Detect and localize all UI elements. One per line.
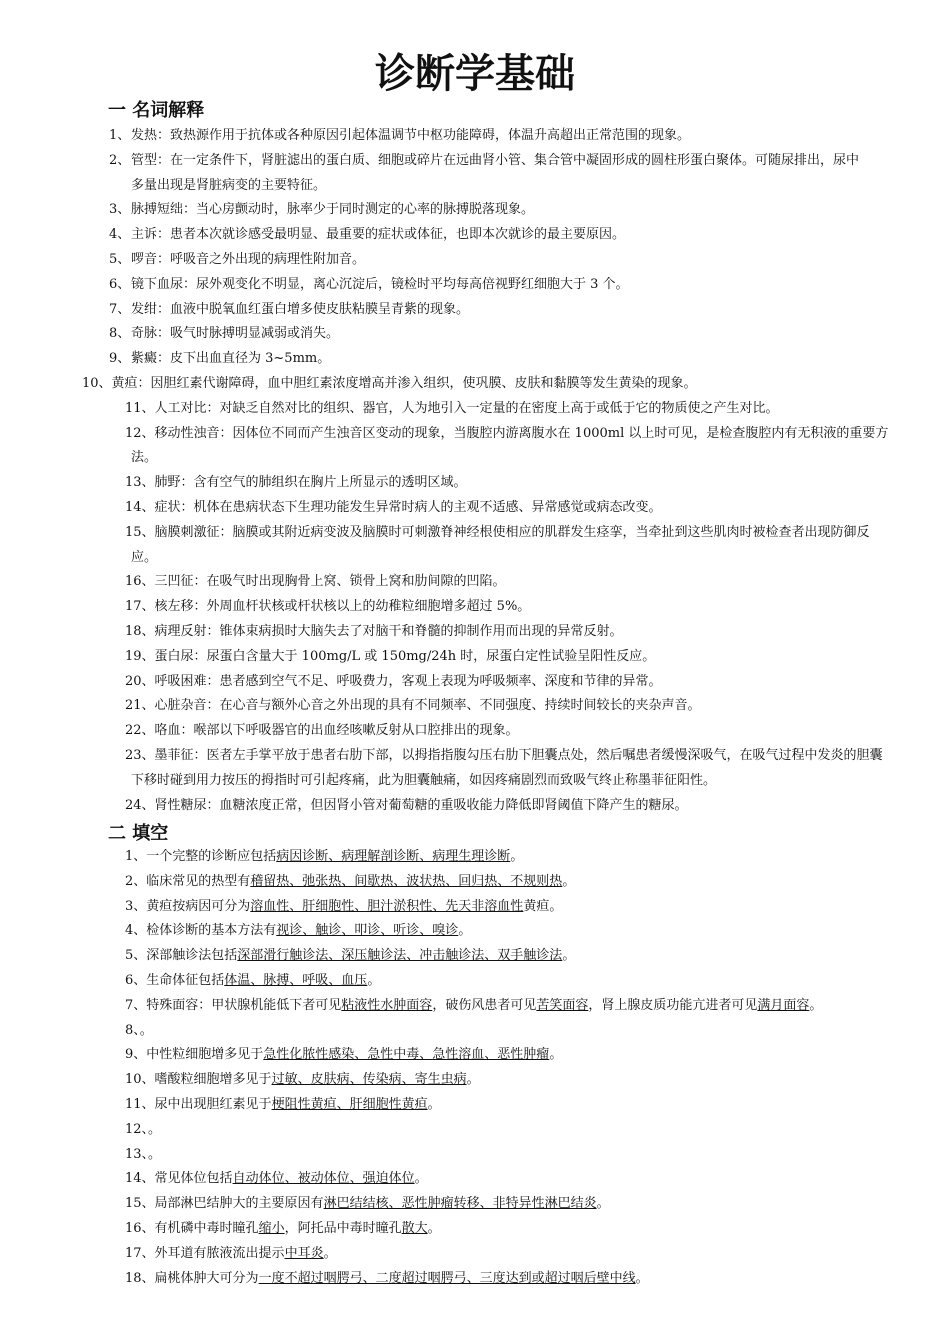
definition-item [0, 595, 950, 620]
item-number: 6、 [109, 276, 131, 292]
question-text: ，破伤风患者可见 [432, 997, 537, 1013]
answer-underlined: 缩小 [258, 1220, 285, 1236]
definition-term-text: 病理反射：锥体束病损时大脑失去了对脑干和脊髓的抑制作用而出现的异常反射。 [154, 623, 623, 639]
definition-item [0, 273, 950, 298]
section-heading-fill-in: 二 填空 [108, 823, 169, 844]
fill-in-text [0, 1093, 906, 1118]
item-number: 1、 [125, 849, 147, 864]
definition-text: 主诉：患者本次就诊感受最明显、最重要的症状或体征，也即本次就诊的最主要原因。 [131, 227, 626, 243]
item-number: 19、 [125, 648, 155, 664]
item-number: 15、 [125, 1196, 155, 1212]
definition-item [0, 496, 950, 521]
fill-in-item [0, 1068, 950, 1093]
question-text: 。 [367, 972, 381, 988]
definition-term-text: 心脏杂音：在心音与额外心音之外出现的具有不同频率、不同强度、持续时间较长的夹杂声音。 [154, 698, 701, 714]
answer-underlined: 自动体位、被动体位、强迫体位 [232, 1171, 415, 1187]
item-number: 4、 [109, 227, 131, 243]
definition-text [0, 397, 906, 422]
definition-item [0, 620, 950, 645]
definition-text [0, 570, 906, 595]
definition-term-text: 肺野：含有空气的肺组织在胸片上所显示的透明区域。 [154, 475, 467, 491]
item-number: 18、 [125, 623, 155, 639]
fill-in-text [0, 1019, 906, 1044]
item-number: 3、 [109, 202, 131, 218]
fill-in-text [0, 870, 906, 895]
item-number: 23、 [125, 747, 155, 763]
definition-item [0, 372, 950, 397]
definition-item [0, 124, 950, 149]
page-title: 诊断学基础 [375, 51, 575, 97]
definition-term-text: 墨菲征：医者左手掌平放于患者右肋下部，以拇指指腹勾压右肋下胆囊点处，然后嘱患者缓慢深吸气，在吸气过程中发炎的胆囊 [154, 747, 883, 763]
question-text: 外耳道有脓液流出提示 [154, 1245, 285, 1261]
fill-in-text [0, 895, 906, 920]
item-number: 16、 [125, 574, 155, 590]
item-number: 17、 [125, 1245, 155, 1261]
question-text: 。 [148, 1146, 162, 1162]
question-text: 黄疸按病因可分为 [146, 898, 251, 914]
answer-underlined: 急性化脓性感染、急性中毒、急性溶血、恶性肿瘤 [263, 1047, 550, 1063]
definition-text: 啰音：呼吸音之外出现的病理性附加音。 [131, 251, 366, 267]
answer-underlined: 梗阻性黄疸、肝细胞性黄疸 [271, 1096, 428, 1112]
item-number: 21、 [125, 698, 155, 714]
question-text: 尿中出现胆红素见于 [154, 1096, 272, 1112]
question-text: 。 [466, 1072, 480, 1088]
definition-text: 镜下血尿：尿外观变化不明显，离心沉淀后，镜检时平均每高倍视野红细胞大于 3 个。 [131, 276, 629, 292]
question-text: 特殊面容：甲状腺机能低下者可见 [146, 997, 342, 1013]
fill-in-item [0, 919, 950, 944]
question-text: 中性粒细胞增多见于 [146, 1047, 264, 1063]
definition-text [0, 694, 906, 719]
definition-term-text: 蛋白尿：尿蛋白含量大于 100mg/L 或 150mg/24h 时，尿蛋白定性试验呈阳性反应。 [154, 648, 656, 664]
definition-item [0, 471, 950, 496]
item-number: 7、 [125, 997, 147, 1013]
definition-item [0, 347, 950, 372]
definition-term-text: 脑膜刺激征：脑膜或其附近病变波及脑膜时可刺激脊神经根使相应的肌群发生痉挛，当牵扯到这些肌肉时被检查者出现防御反 [154, 524, 870, 540]
item-number: 15、 [125, 524, 155, 540]
fill-in-text [0, 1118, 906, 1143]
definition-list [0, 124, 950, 818]
item-number: 9、 [109, 351, 131, 367]
item-number: 10、 [125, 1072, 155, 1088]
definition-item [0, 645, 950, 670]
definition-item [0, 149, 950, 199]
item-number: 5、 [125, 948, 147, 964]
fill-in-text [0, 1242, 906, 1267]
definition-text [0, 670, 906, 695]
question-text: 。 [596, 1196, 610, 1212]
definition-item [0, 322, 950, 347]
definition-text [0, 794, 906, 819]
answer-underlined: 散大 [401, 1220, 428, 1236]
definition-item [0, 719, 950, 744]
fill-in-item [0, 1019, 950, 1044]
definition-text [0, 496, 906, 521]
question-text: 检体诊断的基本方法有 [146, 923, 277, 939]
question-text: 。 [427, 1096, 441, 1112]
question-text: 一个完整的诊断应包括 [146, 849, 277, 864]
definition-item [0, 198, 950, 223]
answer-underlined: 苦笑面容 [536, 997, 589, 1013]
item-number: 17、 [125, 599, 155, 615]
answer-underlined: 稽留热、弛张热、间歇热、波状热、回归热、不规则热 [250, 873, 563, 889]
definition-item [0, 223, 950, 248]
question-text: 局部淋巴结肿大的主要原因有 [154, 1196, 324, 1212]
answer-underlined: 过敏、皮肤病、传染病、寄生虫病 [271, 1072, 467, 1088]
definition-text [0, 521, 906, 546]
item-number: 10、 [82, 375, 112, 391]
question-text: 。 [323, 1245, 337, 1261]
definition-term-text: 呼吸困难：患者感到空气不足、呼吸费力，客观上表现为呼吸频率、深度和节律的异常。 [154, 673, 662, 689]
item-number: 11、 [125, 400, 155, 416]
question-text: 嗜酸粒细胞增多见于 [154, 1072, 272, 1088]
item-number: 24、 [125, 797, 155, 813]
fill-in-item [0, 895, 950, 920]
item-number: 6、 [125, 972, 147, 988]
fill-in-item [0, 1143, 950, 1168]
fill-in-text [0, 994, 906, 1019]
question-text: 扁桃体肿大可分为 [154, 1270, 259, 1286]
definition-text [0, 645, 906, 670]
fill-in-item [0, 969, 950, 994]
item-number: 11、 [125, 1096, 155, 1112]
answer-underlined: 满月面容 [757, 997, 810, 1013]
fill-in-item [0, 1118, 950, 1143]
question-text: ，肾上腺皮质功能亢进者可见 [588, 997, 758, 1013]
definition-text [0, 620, 906, 645]
definition-text [0, 471, 906, 496]
question-text: 。 [414, 1171, 428, 1187]
definition-continuation: 法。 [131, 450, 158, 466]
question-text: ，阿托品中毒时瞳孔 [284, 1220, 402, 1236]
fill-in-item [0, 1217, 950, 1242]
question-text: 。 [562, 948, 576, 964]
definition-item [0, 248, 950, 273]
section-heading-definitions: 一 名词解释 [108, 100, 205, 121]
question-text: 。 [635, 1270, 649, 1286]
definition-item [0, 744, 950, 794]
fill-in-text [0, 1043, 906, 1068]
fill-in-item [0, 1242, 950, 1267]
definition-term-text: 移动性浊音：因体位不同而产生浊音区变动的现象，当腹腔内游离腹水在 1000ml 以上时可见，是检查腹腔内有无积液的重要方 [154, 425, 889, 441]
definition-text [0, 744, 906, 769]
question-text: 有机磷中毒时瞳孔 [154, 1220, 259, 1236]
question-text: 常见体位包括 [154, 1171, 233, 1187]
definition-text: 紫癜：皮下出血直径为 3~5mm。 [131, 351, 331, 367]
fill-in-text [0, 1192, 906, 1217]
definition-term-text: 三凹征：在吸气时出现胸骨上窝、锁骨上窝和肋间隙的凹陷。 [154, 574, 506, 590]
item-number: 5、 [109, 251, 131, 267]
fill-in-text [0, 1217, 906, 1242]
item-number: 2、 [125, 873, 147, 889]
question-text: 生命体征包括 [146, 972, 225, 988]
definition-text: 奇脉：吸气时脉搏明显减弱或消失。 [131, 326, 340, 342]
question-text: 。 [139, 1022, 153, 1038]
definition-term-text: 症状：机体在患病状态下生理功能发生异常时病人的主观不适感、异常感觉或病态改变。 [154, 499, 662, 515]
fill-in-item [0, 1167, 950, 1192]
definition-item [0, 670, 950, 695]
answer-underlined: 淋巴结结核、恶性肿瘤转移、非特异性淋巴结炎 [323, 1196, 597, 1212]
fill-in-item [0, 1267, 950, 1292]
item-number: 7、 [109, 301, 131, 317]
definition-term-text: 核左移：外周血杆状核或杆状核以上的幼稚粒细胞增多超过 5%。 [154, 599, 531, 615]
definition-item [0, 521, 950, 571]
item-number: 9、 [125, 1047, 147, 1063]
item-number: 8、 [125, 1022, 140, 1038]
definition-item [0, 298, 950, 323]
question-text: 。 [427, 1220, 441, 1236]
definition-text [0, 595, 906, 620]
question-text: 。 [510, 849, 524, 864]
item-number: 4、 [125, 923, 147, 939]
question-text: 临床常见的热型有 [146, 873, 251, 889]
question-text: 。 [562, 873, 576, 889]
fill-in-text [0, 1143, 906, 1168]
fill-in-text [0, 1267, 906, 1292]
fill-in-list [0, 845, 950, 1291]
question-text: 。 [809, 997, 823, 1013]
item-number: 18、 [125, 1270, 155, 1286]
definition-text [0, 422, 906, 447]
answer-underlined: 中耳炎 [284, 1245, 324, 1261]
fill-in-text [0, 1068, 906, 1093]
item-number: 12、 [125, 425, 155, 441]
item-number: 13、 [125, 1146, 149, 1162]
definition-text: 发绀：血液中脱氧血红蛋白增多使皮肤粘膜呈青紫的现象。 [131, 301, 470, 317]
answer-underlined: 深部滑行触诊法、深压触诊法、冲击触诊法、双手触诊法 [237, 948, 563, 964]
answer-underlined: 病因诊断、病理解剖诊断、病理生理诊断 [276, 849, 511, 864]
answer-underlined: 体温、脉搏、呼吸、血压 [224, 972, 368, 988]
fill-in-item [0, 1192, 950, 1217]
definition-continuation: 下移时碰到用力按压的拇指时可引起疼痛，此为胆囊触痛，如因疼痛剧烈而致吸气终止称墨菲征阳性。 [131, 772, 717, 788]
item-number: 12、 [125, 1121, 149, 1137]
fill-in-text [0, 845, 906, 870]
answer-underlined: 粘液性水肿面容 [341, 997, 433, 1013]
item-number: 14、 [125, 499, 155, 515]
fill-in-text [0, 1167, 906, 1192]
fill-in-text [0, 944, 906, 969]
definition-continuation: 多量出现是肾脏病变的主要特征。 [131, 177, 327, 193]
definition-continuation: 应。 [131, 549, 158, 565]
item-number: 22、 [125, 723, 155, 739]
answer-underlined: 一度不超过咽腭弓、二度超过咽腭弓、三度达到或超过咽后壁中线 [258, 1270, 636, 1286]
fill-in-text [0, 919, 906, 944]
item-number: 1、 [109, 128, 131, 143]
definition-term-text: 人工对比：对缺乏自然对比的组织、器官，人为地引入一定量的在密度上高于或低于它的物质使之产生对比。 [154, 400, 779, 416]
fill-in-item [0, 845, 950, 870]
item-number: 13、 [125, 475, 155, 491]
definition-text: 管型：在一定条件下，肾脏滤出的蛋白质、细胞或碎片在远曲肾小管、集合管中凝固形成的圆柱形蛋白聚体。可随尿排出，尿中 [131, 152, 860, 168]
definition-term-text: 咯血：喉部以下呼吸器官的出血经咳嗽反射从口腔排出的现象。 [154, 723, 519, 739]
question-text: 。 [549, 1047, 563, 1063]
definition-item [0, 422, 950, 472]
item-number: 8、 [109, 326, 131, 342]
fill-in-item [0, 994, 950, 1019]
definition-text [0, 719, 906, 744]
item-number: 20、 [125, 673, 155, 689]
definition-text [0, 372, 906, 397]
definition-item [0, 570, 950, 595]
answer-underlined: 视诊、触诊、叩诊、听诊、嗅诊 [276, 923, 459, 939]
definition-item [0, 694, 950, 719]
fill-in-item [0, 870, 950, 895]
question-text: 黄疸。 [523, 898, 563, 914]
item-number: 3、 [125, 898, 147, 914]
item-number: 14、 [125, 1171, 155, 1187]
definition-item [0, 794, 950, 819]
definition-term-text: 肾性糖尿：血糖浓度正常，但因肾小管对葡萄糖的重吸收能力降低即肾阈值下降产生的糖尿。 [154, 797, 688, 813]
item-number: 16、 [125, 1220, 155, 1236]
definition-term-text: 黄疸：因胆红素代谢障碍，血中胆红素浓度增高并渗入组织，使巩膜、皮肤和黏膜等发生黄染的现象。 [111, 375, 697, 391]
question-text: 。 [148, 1121, 162, 1137]
fill-in-item [0, 944, 950, 969]
question-text: 深部触诊法包括 [146, 948, 238, 964]
definition-text: 发热：致热源作用于抗体或各种原因引起体温调节中枢功能障碍，体温升高超出正常范围的现象。 [131, 128, 691, 143]
fill-in-text [0, 969, 906, 994]
definition-item [0, 397, 950, 422]
fill-in-item [0, 1093, 950, 1118]
question-text: 。 [458, 923, 472, 939]
item-number: 2、 [109, 152, 131, 168]
definition-text: 脉搏短绌：当心房颤动时，脉率少于同时测定的心率的脉搏脱落现象。 [131, 202, 535, 218]
answer-underlined: 溶血性、肝细胞性、胆汁淤积性、先天非溶血性 [250, 898, 524, 914]
fill-in-item [0, 1043, 950, 1068]
